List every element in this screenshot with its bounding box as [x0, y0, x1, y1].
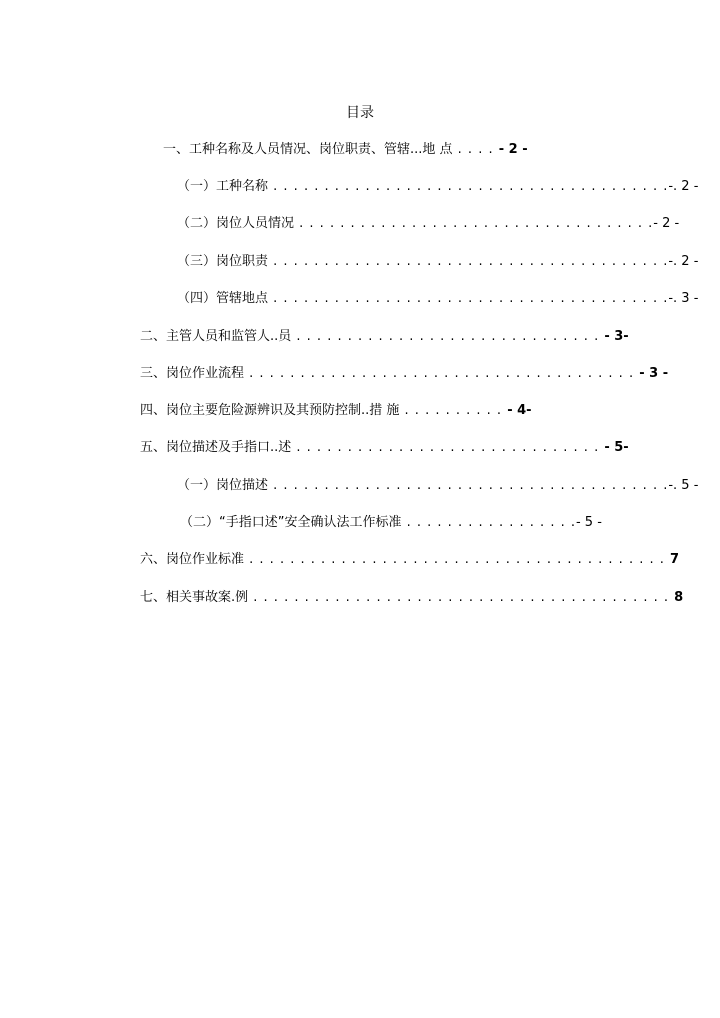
toc-entry-leader: . . . . . . . . . . . . . . . . . . . . . . . . . . . . . . . . . . . . . . . . . [244, 552, 670, 567]
toc-entry-page: -. 3 - [668, 291, 699, 306]
toc-entry-page: - 5- [604, 440, 629, 455]
toc-entry-page: -. 2 - [668, 179, 699, 194]
toc-entry[interactable] [163, 141, 528, 159]
toc-entry[interactable] [140, 439, 629, 457]
toc-entry-leader: . . . . . . . . . . . . . . . . . . . . . . . . . . . . . . . . . . . . . . . [268, 179, 669, 194]
toc-entry-page: - 4- [507, 403, 532, 418]
toc-entry-page: -. 5 - [668, 478, 699, 493]
toc-entry-page: - 3- [604, 329, 629, 344]
toc-entry[interactable] [140, 402, 532, 420]
toc-entry-label: 六、岗位作业标准 [140, 552, 245, 567]
toc-entry[interactable] [140, 589, 683, 607]
toc-entry-page: 7 [670, 552, 680, 567]
toc-entry-leader: . . . . . . . . . . . . . . . . . . . . . . . . . . . . . . . . . . . [294, 216, 654, 231]
toc-entry-label: （一）岗位描述 [177, 478, 269, 493]
toc-entry-leader: . . . . . . . . . . . . . . . . . . . . . . . . . . . . . . [291, 329, 605, 344]
toc-entry[interactable] [177, 477, 698, 495]
toc-entry-leader: . . . . . . . . . . . . . . . . . . . . . . . . . . . . . . . . . . . . . . . [268, 254, 669, 269]
toc-entry-leader: . . . . . . . . . . . . . . . . . . . . . . . . . . . . . . . . . . . . . . [244, 366, 640, 381]
toc-entry-label: 四、岗位主要危险源辨识及其预防控制..措 施 [140, 403, 400, 418]
toc-entry[interactable] [177, 290, 698, 308]
toc-entry-leader: . . . . . . . . . . [399, 403, 508, 418]
toc-entry-label: （一）工种名称 [177, 179, 269, 194]
toc-entry-leader: . . . . [452, 142, 499, 157]
toc-entry-label: 七、相关事故案.例 [140, 590, 249, 605]
toc-entry-leader: . . . . . . . . . . . . . . . . . . . . . . . . . . . . . . . . . . . . . . . [268, 478, 669, 493]
toc-entry-leader: . . . . . . . . . . . . . . . . . . . . . . . . . . . . . . . . . . . . . . . . . [248, 590, 675, 605]
toc-entry-label: （二）“手指口述”安全确认法工作标准 [180, 515, 402, 530]
toc-entry[interactable] [180, 514, 602, 532]
toc-entry-label: 二、主管人员和监管人..员 [140, 329, 292, 344]
toc-entry-page: - 2 - [498, 142, 528, 157]
toc-entry-page: -. 2 - [668, 254, 699, 269]
toc-title: 目录 [346, 105, 374, 121]
toc-entry-page: - 5 - [575, 515, 602, 530]
toc-entry-leader: . . . . . . . . . . . . . . . . . . . . . . . . . . . . . . . . . . . . . . . [268, 291, 669, 306]
toc-entry-page: - 3 - [639, 366, 669, 381]
toc-entry-label: 一、工种名称及人员情况、岗位职责、管辖...地 点 [163, 142, 453, 157]
toc-entry-label: （四）管辖地点 [177, 291, 269, 306]
toc-entry-leader: . . . . . . . . . . . . . . . . . . . . . . . . . . . . . . [291, 440, 605, 455]
toc-entry-label: 三、岗位作业流程 [140, 366, 245, 381]
toc-entry[interactable] [177, 215, 679, 233]
toc-entry-page: 8 [674, 590, 684, 605]
toc-entry-label: （二）岗位人员情况 [177, 216, 295, 231]
toc-entry[interactable] [140, 328, 629, 346]
toc-entry[interactable] [177, 253, 698, 271]
toc-entry-leader: . . . . . . . . . . . . . . . . . [401, 515, 576, 530]
toc-entry-label: （三）岗位职责 [177, 254, 269, 269]
toc-entry-label: 五、岗位描述及手指口..述 [140, 440, 292, 455]
toc-entry[interactable] [140, 551, 679, 569]
toc-entry-page: - 2 - [653, 216, 680, 231]
toc-entry[interactable] [177, 178, 698, 196]
toc-entry[interactable] [140, 365, 668, 383]
